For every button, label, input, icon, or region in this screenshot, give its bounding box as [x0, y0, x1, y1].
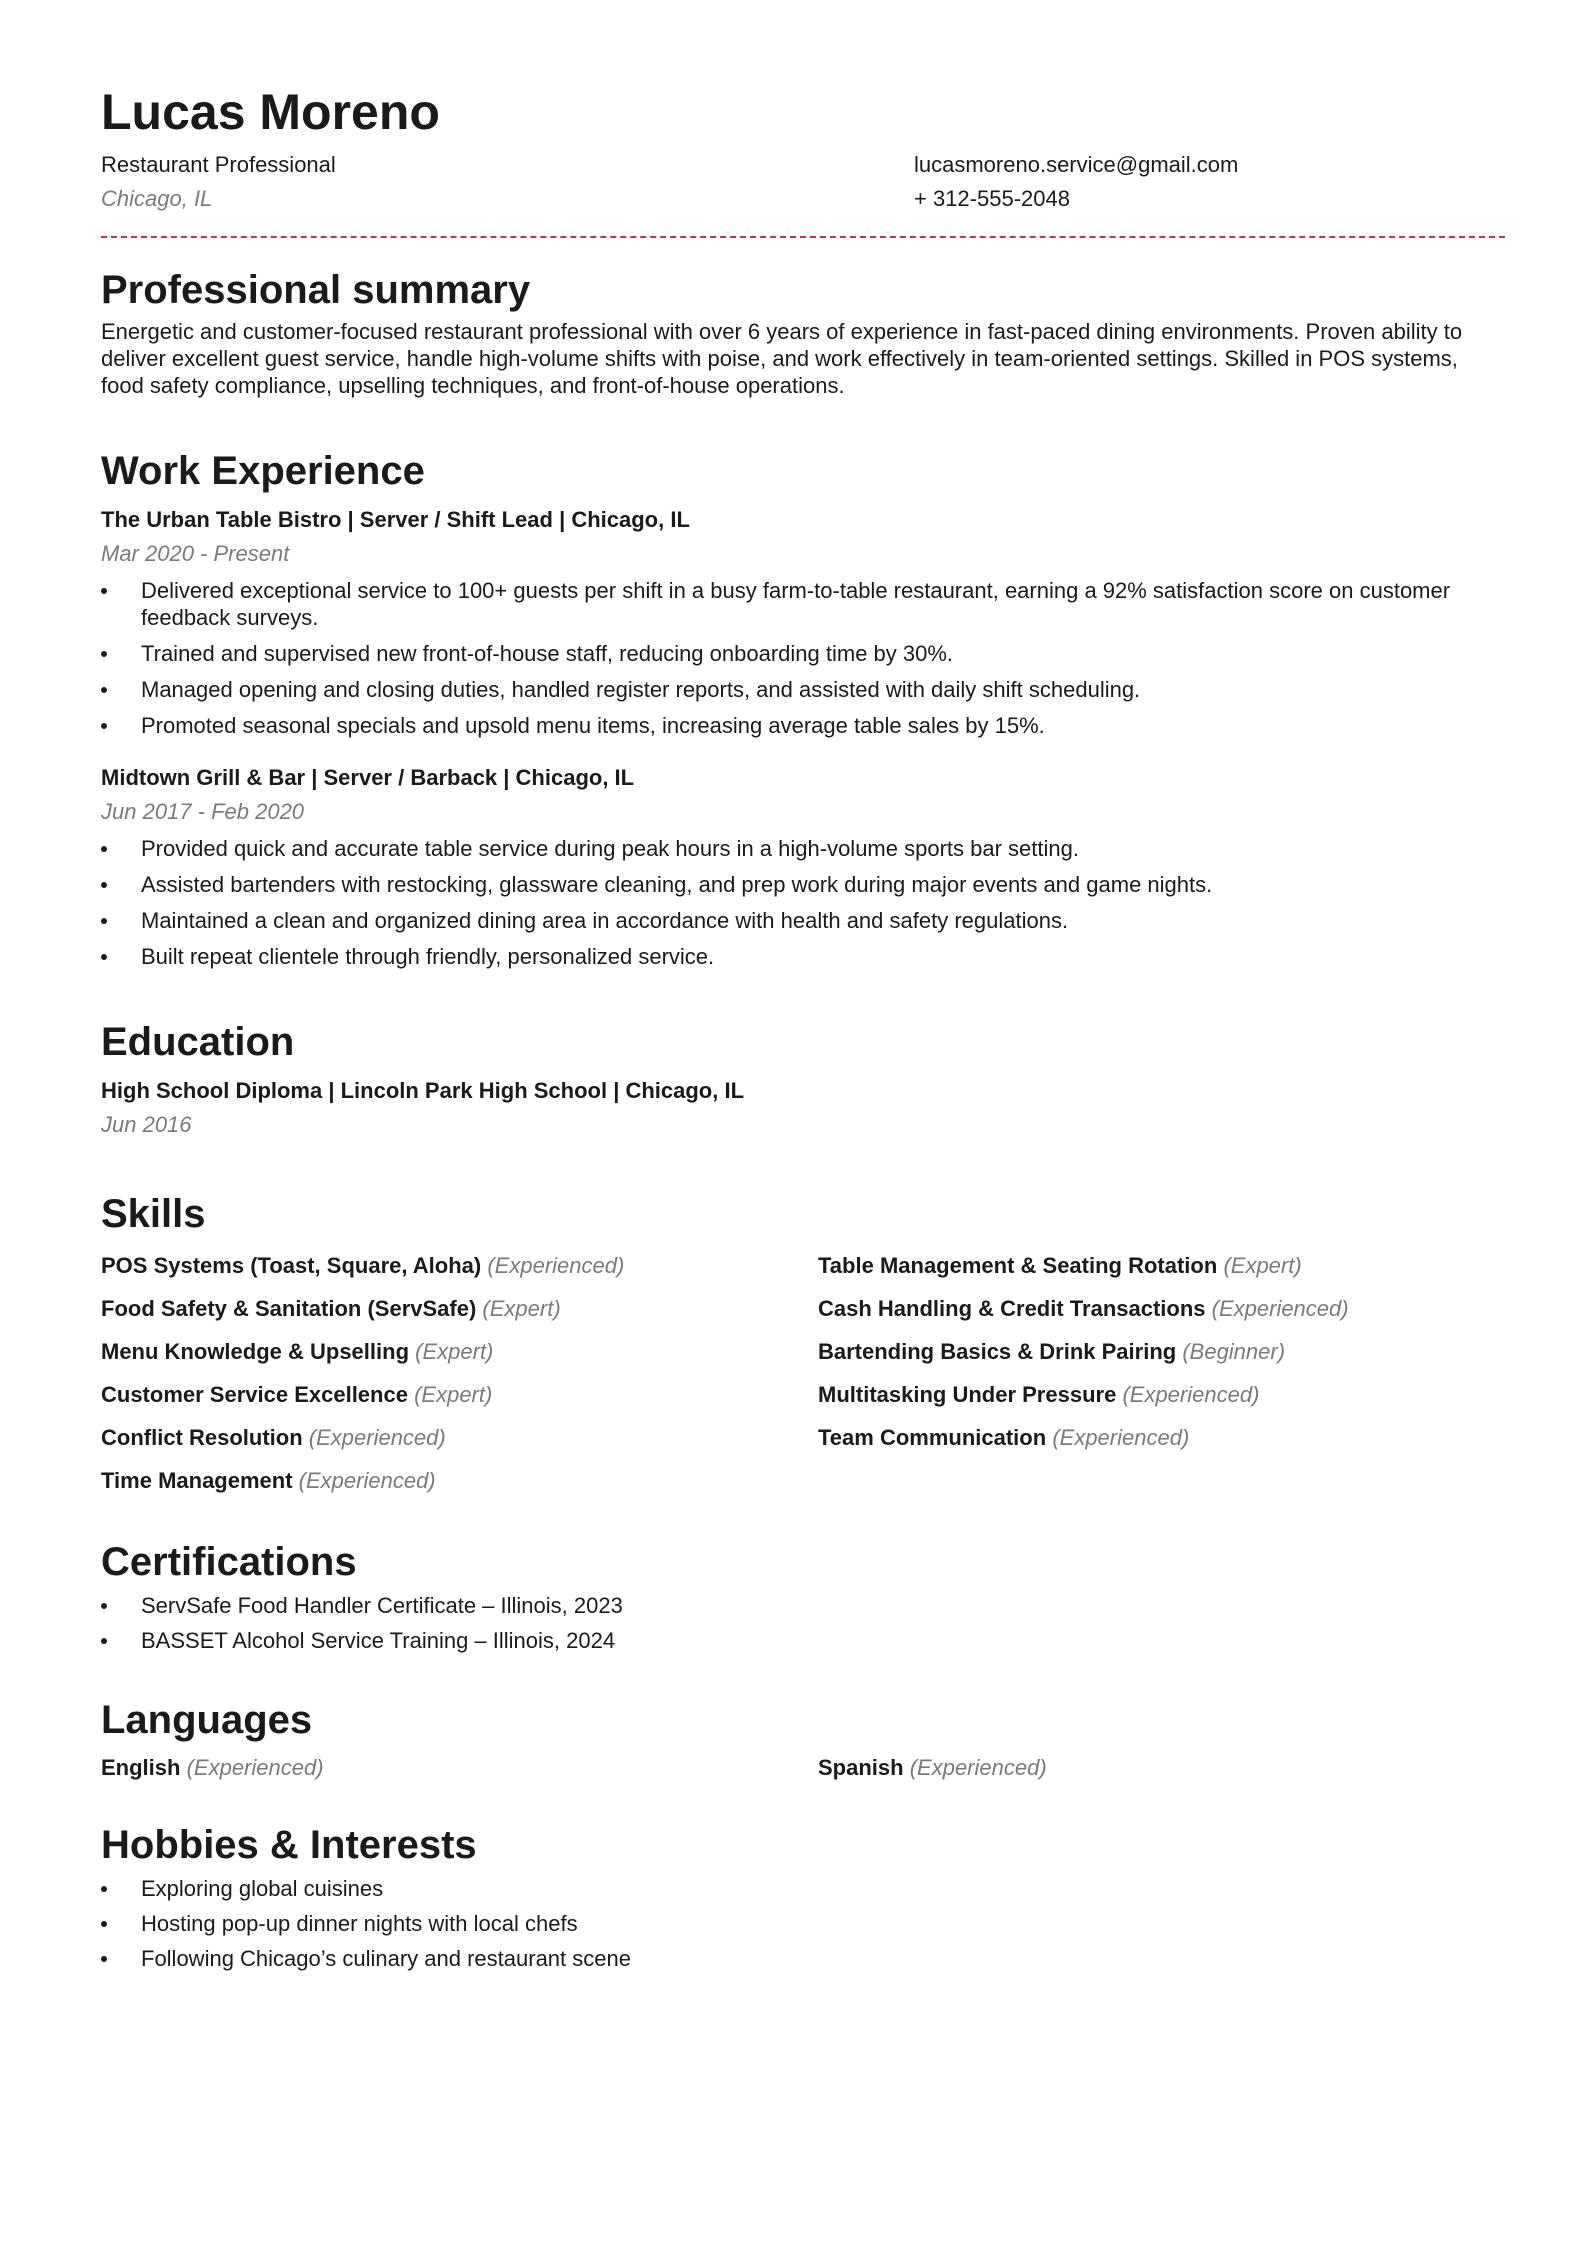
hobbies-section: [101, 1821, 1505, 1972]
phone-number[interactable]: + 312-555-2048: [914, 186, 1070, 211]
job-dates: Jun 2017 - Feb 2020: [101, 799, 305, 824]
resume-page: [101, 80, 1505, 1980]
skill-item: [818, 1416, 1505, 1459]
skill-level: (Beginner): [1182, 1339, 1286, 1364]
list-item: Trained and supervised new front-of-house staff, reducing onboarding time by 30%.: [101, 640, 1505, 667]
job-title: Midtown Grill & Bar | Server / Barback | Chicago, IL: [101, 765, 635, 790]
skill-item: [101, 1287, 818, 1330]
skill-level: (Experienced): [298, 1468, 436, 1493]
job-entry: [101, 761, 1505, 970]
skill-level: (Experienced): [1211, 1296, 1349, 1321]
certifications-heading: Certifications: [101, 1540, 357, 1584]
languages-grid: [101, 1746, 1505, 1789]
skill-item: [818, 1373, 1505, 1416]
skill-level: (Experienced): [308, 1425, 446, 1450]
skill-level: (Expert): [1223, 1253, 1302, 1278]
hobbies-list: [101, 1875, 1505, 1972]
contact-block: [101, 148, 1505, 216]
language-item: [101, 1746, 818, 1789]
candidate-name: Lucas Moreno: [101, 84, 440, 140]
skill-level: (Experienced): [487, 1253, 625, 1278]
language-item: [818, 1746, 1505, 1789]
language-level: (Experienced): [909, 1755, 1047, 1780]
list-item: Exploring global cuisines: [101, 1875, 1505, 1902]
skill-level: (Expert): [414, 1382, 493, 1407]
degree-line: High School Diploma | Lincoln Park High School | Chicago, IL: [101, 1078, 745, 1103]
list-item: Managed opening and closing duties, handled register reports, and assisted with daily shift scheduling.: [101, 676, 1505, 703]
list-item: Assisted bartenders with restocking, glassware cleaning, and prep work during major events and game nights.: [101, 871, 1505, 898]
skill-item: [101, 1373, 818, 1416]
hobbies-heading: Hobbies & Interests: [101, 1823, 477, 1867]
skill-name: Food Safety & Sanitation (ServSafe): [101, 1296, 477, 1321]
education-date: Jun 2016: [101, 1112, 192, 1137]
skill-name: Menu Knowledge & Upselling: [101, 1339, 410, 1364]
job-bullets: [101, 577, 1505, 739]
job-title: The Urban Table Bistro | Server / Shift Lead | Chicago, IL: [101, 507, 690, 532]
certifications-section: [101, 1538, 1505, 1654]
experience-heading: Work Experience: [101, 449, 425, 493]
languages-section: [101, 1696, 1505, 1789]
language-level: (Experienced): [186, 1755, 324, 1780]
skill-name: Time Management: [101, 1468, 293, 1493]
language-name: Spanish: [818, 1755, 904, 1780]
education-section: [101, 1018, 1505, 1142]
skills-section: [101, 1190, 1505, 1502]
skill-item: [818, 1244, 1505, 1287]
skill-item: [818, 1287, 1505, 1330]
summary-text: Energetic and customer-focused restaurant professional with over 6 years of experience in fast-paced dining environments. Proven ability to deliver excellent guest service, handle high-volume shifts with poise, and work effectively in team-oriented settings. Skilled in POS systems, food safety compliance, upselling techniques, and front-of-house operations.: [101, 319, 1463, 398]
job-entry: [101, 503, 1505, 739]
resume-header: [101, 80, 1505, 238]
list-item: Maintained a clean and organized dining area in accordance with health and safety regulations.: [101, 907, 1505, 934]
language-name: English: [101, 1755, 181, 1780]
education-heading: Education: [101, 1020, 295, 1064]
skill-item: [101, 1416, 818, 1459]
skill-name: Bartending Basics & Drink Pairing: [818, 1339, 1177, 1364]
header-divider: [101, 236, 1505, 238]
skill-level: (Experienced): [1122, 1382, 1260, 1407]
job-bullets: [101, 835, 1505, 970]
skill-level: (Expert): [482, 1296, 561, 1321]
email-address[interactable]: lucasmoreno.service@gmail.com: [914, 152, 1239, 177]
certifications-list: [101, 1592, 1505, 1654]
skill-name: Team Communication: [818, 1425, 1047, 1450]
skill-name: POS Systems (Toast, Square, Aloha): [101, 1253, 482, 1278]
languages-heading: Languages: [101, 1698, 313, 1742]
job-title-line: Restaurant Professional: [101, 152, 336, 177]
list-item: Built repeat clientele through friendly, personalized service.: [101, 943, 1505, 970]
summary-section: [101, 266, 1505, 399]
skill-name: Cash Handling & Credit Transactions: [818, 1296, 1206, 1321]
skill-item: [101, 1244, 818, 1287]
skills-heading: Skills: [101, 1192, 206, 1236]
skills-grid: [101, 1244, 1505, 1502]
skill-level: (Experienced): [1052, 1425, 1190, 1450]
skill-item: [818, 1330, 1505, 1373]
list-item: Following Chicago’s culinary and restaurant scene: [101, 1945, 1505, 1972]
location-line: Chicago, IL: [101, 186, 213, 211]
skill-name: Multitasking Under Pressure: [818, 1382, 1117, 1407]
list-item: Delivered exceptional service to 100+ guests per shift in a busy farm-to-table restaurant, earning a 92% satisfaction score on customer feedback surveys.: [101, 577, 1505, 631]
skill-item: [101, 1459, 818, 1502]
experience-section: [101, 447, 1505, 970]
skill-item: [101, 1330, 818, 1373]
list-item: ServSafe Food Handler Certificate – Illinois, 2023: [101, 1592, 1505, 1619]
skill-name: Customer Service Excellence: [101, 1382, 408, 1407]
list-item: BASSET Alcohol Service Training – Illinois, 2024: [101, 1627, 1505, 1654]
skill-name: Conflict Resolution: [101, 1425, 303, 1450]
list-item: Promoted seasonal specials and upsold menu items, increasing average table sales by 15%.: [101, 712, 1505, 739]
summary-heading: Professional summary: [101, 268, 531, 312]
skill-name: Table Management & Seating Rotation: [818, 1253, 1218, 1278]
skill-level: (Expert): [415, 1339, 494, 1364]
list-item: Hosting pop-up dinner nights with local chefs: [101, 1910, 1505, 1937]
job-dates: Mar 2020 - Present: [101, 541, 290, 566]
list-item: Provided quick and accurate table service during peak hours in a high-volume sports bar setting.: [101, 835, 1505, 862]
